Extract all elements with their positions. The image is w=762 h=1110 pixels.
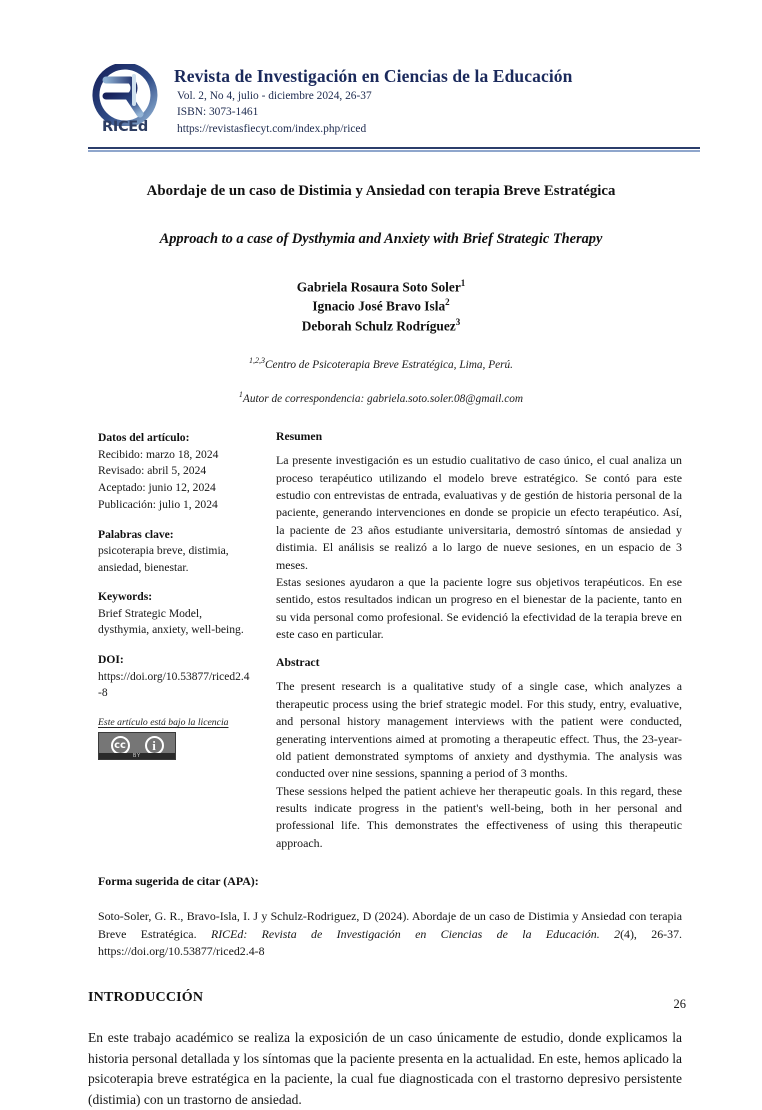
doi-url[interactable]: https://doi.org/10.53877/riced2.4-8 — [98, 670, 250, 699]
volume-info: Vol. 2, No 4, julio - diciembre 2024, 26-37 — [177, 90, 372, 103]
suggested-citation — [0, 874, 762, 960]
citation-part-one: Soto-Soler, G. R., Bravo-Isla, I. J y Schulz-Rodriguez, D (2024). Abordaje de un caso de Distimia y Ansiedad con terapia Breve Estratégica. — [98, 909, 682, 941]
keywords-es-text: psicoterapia breve, distimia, ansiedad, bienestar. — [98, 543, 229, 574]
riced-logo-icon — [88, 64, 162, 126]
author-list — [0, 277, 762, 336]
abstract-paragraph: The present research is a qualitative study of a single case, which analyzes a therapeutic process using the brief strategic model. For this study, entry, evaluative, and personal history management interviews with the patient were conducted, generating interventions aimed at promoting a therapeutic effect. Thus, the 23-year-old patient demonstrated symptoms of anxiety and dysthymia. The analysis was conducted over nine sessions, spanning a period of 3 months. — [276, 679, 682, 781]
license-note: Este artículo está bajo la licencia — [98, 716, 229, 728]
abstract-paragraph: These sessions helped the patient achieve her therapeutic goals. In this regard, these results indicate progress in the patient's well-being, both in her personal and professional life. This demonstrates the effectiveness of using this therapeutic approach. — [276, 783, 682, 850]
doi-heading: DOI: — [98, 653, 124, 667]
page-title: Abordaje de un caso de Distimia y Ansiedad con terapia Breve Estratégica — [146, 182, 616, 199]
received-date: Recibido: marzo 18, 2024 — [98, 447, 219, 461]
introduction-heading: INTRODUCCIÓN — [88, 990, 204, 1006]
affiliation — [0, 356, 762, 371]
published-date: Publicación: julio 1, 2024 — [98, 497, 218, 511]
introduction-section — [0, 990, 762, 1110]
keywords-es-heading: Palabras clave: — [98, 527, 174, 541]
isbn-info: ISBN: 3073-1461 — [177, 106, 259, 119]
keywords-en-text: Brief Strategic Model, dysthymia, anxiety, well-being. — [98, 606, 244, 637]
masthead-text — [174, 62, 700, 137]
journal-title: Revista de Investigación en Ciencias de la Educación — [174, 66, 573, 86]
keywords-en-heading: Keywords: — [98, 590, 153, 604]
article-metadata-column — [98, 430, 252, 760]
logo-wordmark: RICEd — [102, 119, 148, 135]
abstract-columns — [0, 430, 762, 852]
citation-journal-name: RICEd: Revista de Investigación en Ciencias de la Educación. 2 — [210, 926, 621, 941]
author-affiliation-marker: 1 — [460, 277, 466, 288]
journal-url[interactable]: https://revistasfiecyt.com/index.php/riced — [177, 122, 367, 135]
author-entry — [0, 316, 762, 336]
author-name: Ignacio José Bravo Isla — [312, 298, 446, 314]
journal-logo — [88, 62, 162, 135]
creative-commons-badge-icon — [98, 732, 176, 760]
citation-heading: Forma sugerida de citar (APA): — [98, 874, 259, 889]
author-name: Deborah Schulz Rodríguez — [301, 318, 456, 334]
resumen-paragraph: La presente investigación es un estudio cualitativo de caso único, el cual analiza un proceso terapéutico utilizando el modelo breve estratégico. Se contó para este estudio con entrevistas de entrada, evaluativas y de gestión de historia personal de la paciente, generando intervenciones en donde se propicie un efecto terapéutico. Así, la paciente de 23 años estudiante universitaria, demostró síntomas de ansiedad y distimia. El análisis se realizó a lo largo de nueve sesiones, en un espacio de 3 meses. — [276, 453, 682, 572]
accepted-date: Aceptado: junio 12, 2024 — [98, 481, 216, 495]
journal-masthead — [0, 0, 762, 137]
author-affiliation-marker: 2 — [445, 297, 450, 308]
cc-icon: cc — [111, 736, 130, 755]
author-affiliation-marker: 3 — [455, 317, 461, 328]
title-block — [0, 152, 762, 249]
affiliation-marker: 1,2,3 — [249, 355, 266, 365]
affiliation-text: Centro de Psicoterapia Breve Estratégica, Lima, Perú. — [265, 358, 513, 371]
author-entry — [0, 277, 762, 297]
author-entry — [0, 296, 762, 316]
introduction-paragraph: En este trabajo académico se realiza la exposición de un caso únicamente de estudio, donde explicamos la historia personal detallada y los síntomas que la paciente presenta en la actualidad. En este, hemos aplicado la psicoterapia breve estratégica en la paciente, la cual fue diagnosticada con el trastorno depresivo persistente (distimia) con un trastorno de ansiedad. — [88, 1030, 682, 1107]
cc-by-label: BY — [99, 753, 175, 759]
author-name: Gabriela Rosaura Soto Soler — [296, 279, 461, 295]
abstract-column — [276, 430, 682, 852]
correspondence-marker: 1 — [238, 389, 243, 399]
abstract-heading: Abstract — [276, 656, 320, 670]
citation-text — [98, 908, 682, 960]
revised-date: Revisado: abril 5, 2024 — [98, 464, 207, 478]
page-title-english: Approach to a case of Dysthymia and Anxiety with Brief Strategic Therapy — [159, 231, 603, 247]
resumen-heading: Resumen — [276, 430, 323, 444]
correspondence — [0, 390, 762, 405]
resumen-paragraph: Estas sesiones ayudaron a que la paciente logre sus objetivos terapéuticos. En ese sentido, estos resultados indican un progreso en el bienestar de la paciente, tanto en su vida personal como profesional. Se evidenció la efectividad de la terapia breve en este caso en particular. — [276, 574, 682, 642]
attribution-icon: i — [145, 736, 164, 755]
correspondence-text: Autor de correspondencia: gabriela.soto.soler.08@gmail.com — [242, 392, 524, 405]
article-data-heading: Datos del artículo: — [98, 431, 190, 445]
page-number: 26 — [673, 997, 686, 1011]
citation-part-two: (4), 26-37. https://doi.org/10.53877/riced2.4-8 — [98, 926, 682, 958]
